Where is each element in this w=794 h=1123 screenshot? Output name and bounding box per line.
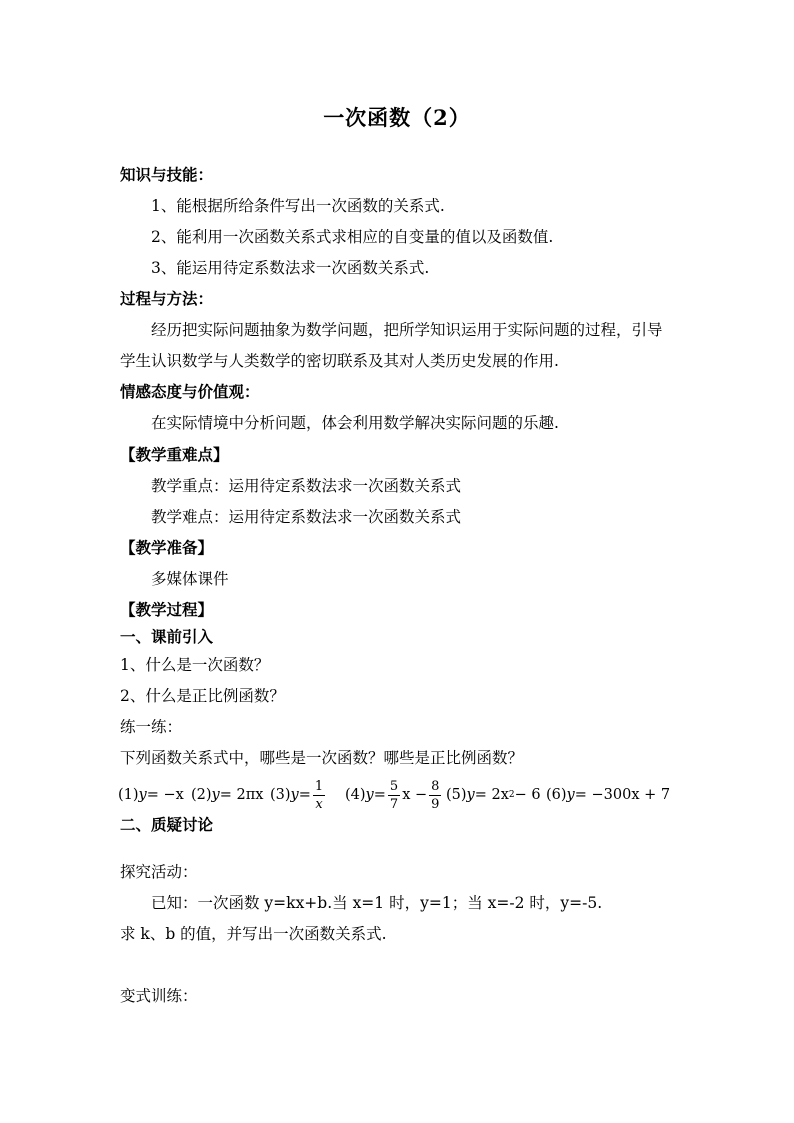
knowledge-item-1: 1、能根据所给条件写出一次函数的关系式.: [151, 197, 445, 215]
practice-prompt: 下列函数关系式中，哪些是一次函数？哪些是正比例函数？: [120, 749, 524, 767]
formula-4: (4) y = $\frac{5}{7}$ x − $\frac{8}{9}$: [345, 778, 440, 812]
formula-2: (2) y = 2πx: [191, 787, 264, 803]
formula-5: (5) y = 2x 2 − 6: [446, 787, 541, 803]
knowledge-item-3: 3、能运用待定系数法求一次函数关系式.: [151, 259, 430, 277]
fraction: $\frac{5}{7}$: [389, 778, 399, 812]
page-title: 一次函数（2）: [323, 105, 471, 130]
key-difficult-heading: 【教学重难点】: [120, 445, 229, 464]
question-1: 1、什么是一次函数？: [120, 656, 270, 674]
explore-text-1: 已知：一次函数 y=kx+b.当 x=1 时，y=1；当 x=-2 时，y=-5.: [151, 894, 603, 912]
explore-label: 探究活动：: [120, 863, 198, 881]
fraction: $\frac{8}{9}$: [431, 778, 440, 812]
process-text: 经历把实际问题抽象为数学问题，把所学知识运用于实际问题的过程，引导学生认识数学与人类数学的密切联系及其对人类历史发展的作用.: [120, 321, 663, 370]
attitude-text: 在实际情境中分析问题，体会利用数学解决实际问题的乐趣.: [151, 414, 559, 432]
process-heading: 过程与方法：: [120, 289, 214, 308]
formula-3: (3) y = $\frac{1}{x}$: [270, 778, 324, 812]
practice-label: 练一练：: [120, 718, 183, 736]
key-point: 教学重点：运用待定系数法求一次函数关系式: [151, 477, 462, 495]
difficult-point: 教学难点：运用待定系数法求一次函数关系式: [151, 508, 462, 526]
knowledge-heading: 知识与技能：: [120, 165, 214, 184]
formula-row: [118, 772, 678, 818]
explore-text-2: 求 k、b 的值，并写出一次函数关系式.: [120, 925, 387, 943]
question-2: 2、什么是正比例函数？: [120, 687, 285, 705]
knowledge-item-2: 2、能利用一次函数关系式求相应的自变量的值以及函数值.: [151, 228, 554, 246]
formula-6: (6) y = −300x + 7: [546, 787, 671, 803]
variant-label: 变式训练：: [120, 987, 198, 1005]
attitude-heading: 情感态度与价值观：: [120, 382, 260, 401]
formula-1: (1) y = −x: [118, 787, 184, 803]
part1-heading: 一、课前引入: [120, 627, 214, 646]
fraction: $\frac{1}{x}$: [314, 778, 324, 812]
procedure-heading: 【教学过程】: [120, 600, 214, 619]
prep-text: 多媒体课件: [151, 570, 229, 588]
prep-heading: 【教学准备】: [120, 538, 214, 557]
part2-heading: 二、质疑讨论: [120, 815, 214, 834]
